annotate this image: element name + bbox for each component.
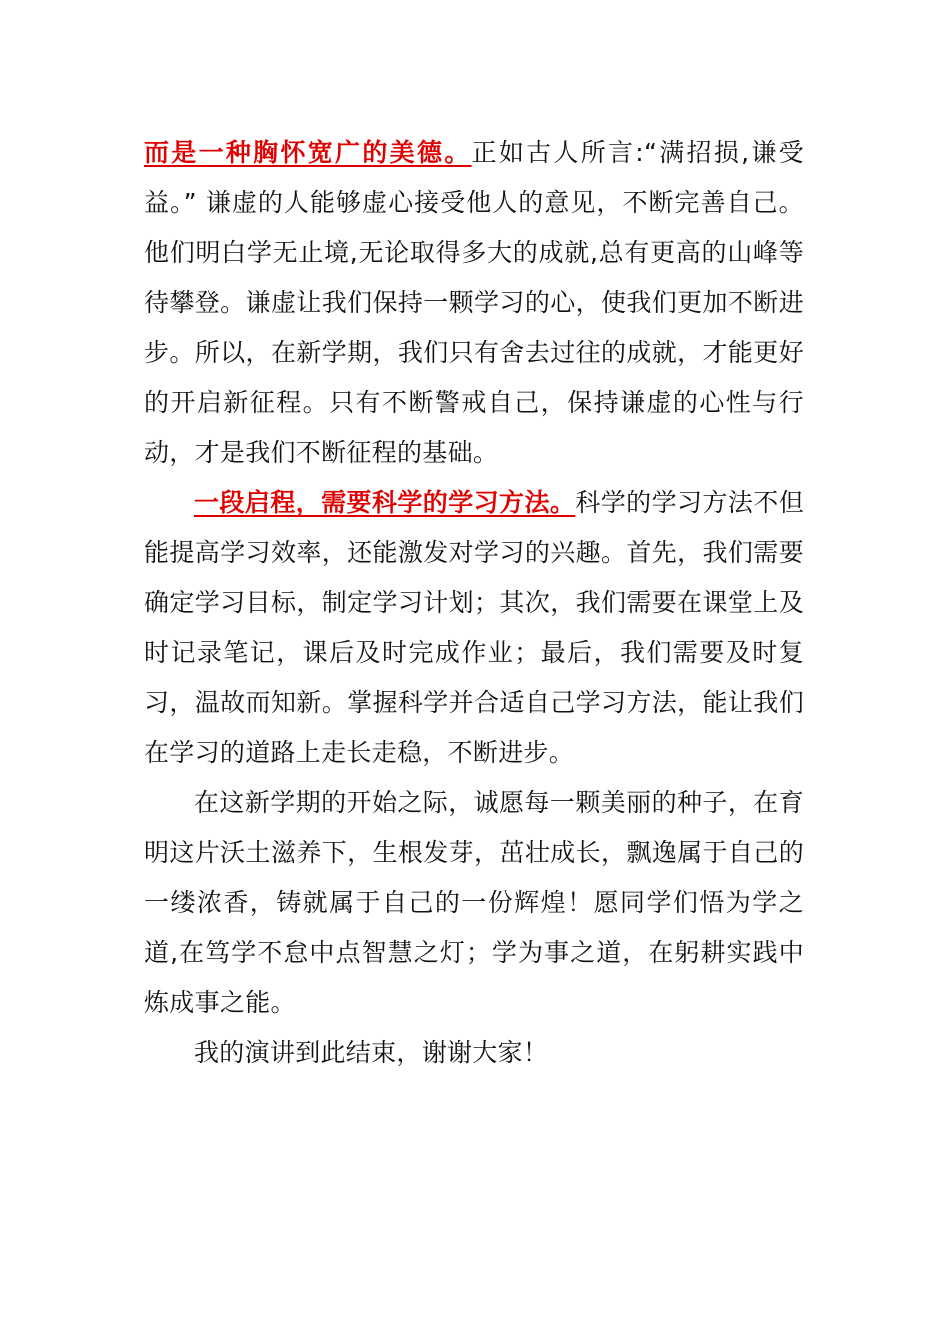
paragraph-study-method	[144, 478, 804, 778]
paragraph-text: 我的演讲到此结束，谢谢大家！	[194, 1038, 549, 1067]
paragraph-text: 科学的学习方法不但能提高学习效率，还能激发对学习的兴趣。首先，我们需要确定学习目标，制定学习计划；其次，我们需要在课堂上及时记录笔记，课后及时完成作业；最后，我们需要及时复习，温故而知新。掌握科学并合适自己学习方法，能让我们在学习的道路上走长走稳，不断进步。	[144, 488, 804, 767]
paragraph-wishes	[144, 778, 804, 1028]
speech-text-body	[144, 128, 804, 1078]
highlighted-heading-study-method: 一段启程，需要科学的学习方法。	[194, 488, 576, 517]
paragraph-text: 在这新学期的开始之际，诚愿每一颗美丽的种子，在育明这片沃土滋养下，生根发芽，茁壮成长，飘逸属于自己的一缕浓香，铸就属于自己的一份辉煌！愿同学们悟为学之道,在笃学不怠中点智慧之灯；学为事之道，在躬耕实践中炼成事之能。	[144, 788, 804, 1017]
paragraph-closing	[144, 1028, 804, 1078]
highlighted-heading-humility: 而是一种胸怀宽广的美德。	[144, 138, 472, 167]
paragraph-humility	[144, 128, 804, 478]
paragraph-text: 正如古人所言:“满招损,谦受益。” 谦虚的人能够虚心接受他人的意见，不断完善自己。他们明白学无止境,无论取得多大的成就,总有更高的山峰等待攀登。谦虚让我们保持一颗学习的心，使我们更加不断进步。所以，在新学期，我们只有舍去过往的成就，才能更好的开启新征程。只有不断警戒自己，保持谦虚的心性与行动，才是我们不断征程的基础。	[144, 138, 804, 467]
